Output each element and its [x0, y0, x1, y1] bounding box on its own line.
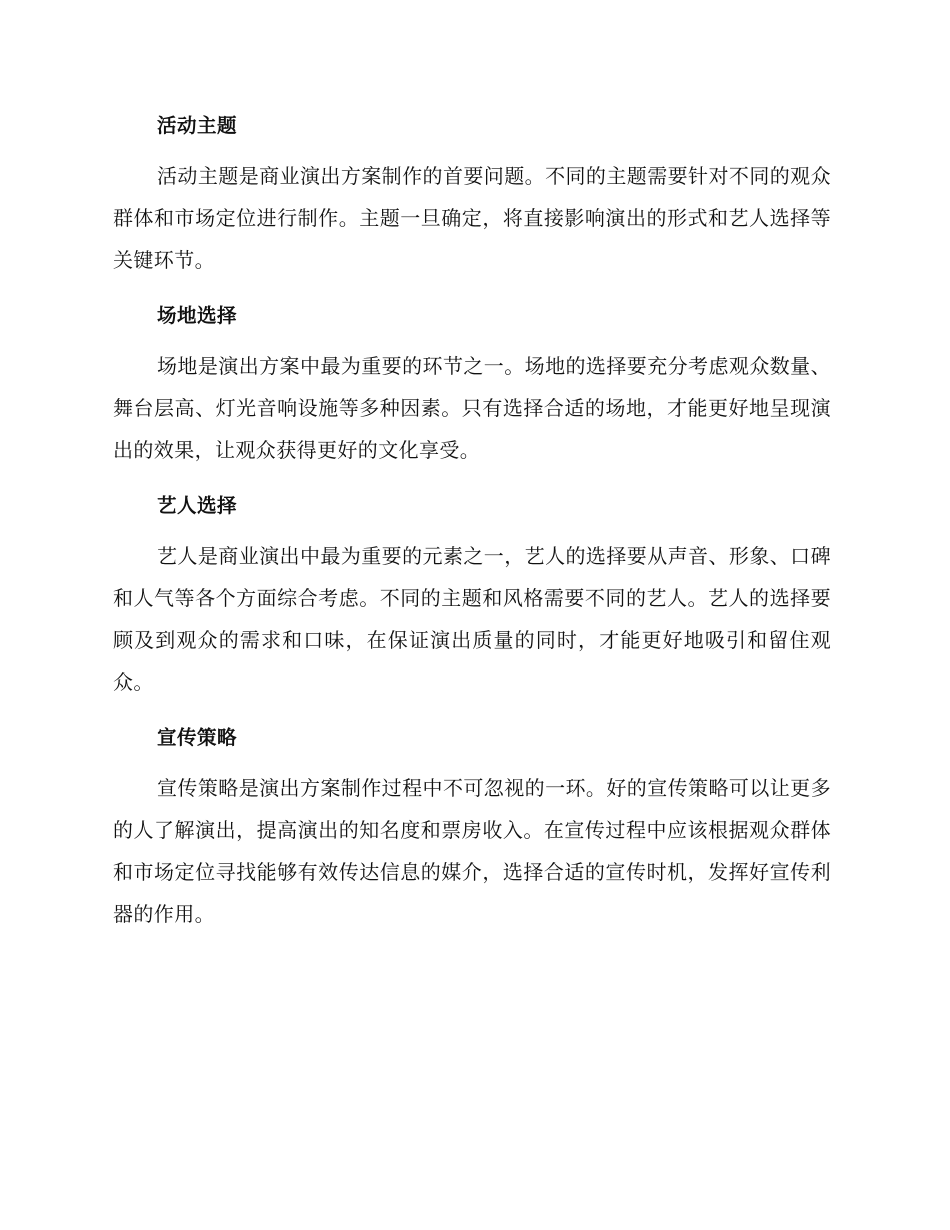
- section-promotion-strategy: [113, 717, 831, 935]
- section-activity-theme: [113, 105, 831, 281]
- section-paragraph: 活动主题是商业演出方案制作的首要问题。不同的主题需要针对不同的观众群体和市场定位进行制作。主题一旦确定，将直接影响演出的形式和艺人选择等关键环节。: [113, 164, 831, 272]
- section-heading: 艺人选择: [157, 494, 238, 517]
- section-paragraph: 场地是演出方案中最为重要的环节之一。场地的选择要充分考虑观众数量、舞台层高、灯光音响设施等多种因素。只有选择合适的场地，才能更好地呈现演出的效果，让观众获得更好的文化享受。: [113, 354, 831, 462]
- section-paragraph: 艺人是商业演出中最为重要的元素之一，艺人的选择要从声音、形象、口碑和人气等各个方面综合考虑。不同的主题和风格需要不同的艺人。艺人的选择要顾及到观众的需求和口味，在保证演出质量的同时，才能更好地吸引和留住观众。: [113, 544, 831, 694]
- section-heading: 场地选择: [157, 304, 238, 327]
- section-artist-selection: [113, 485, 831, 703]
- section-venue-selection: [113, 295, 831, 471]
- section-heading: 活动主题: [157, 114, 238, 137]
- section-heading: 宣传策略: [157, 726, 238, 749]
- section-paragraph: 宣传策略是演出方案制作过程中不可忽视的一环。好的宣传策略可以让更多的人了解演出，提高演出的知名度和票房收入。在宣传过程中应该根据观众群体和市场定位寻找能够有效传达信息的媒介，选择合适的宣传时机，发挥好宣传利器的作用。: [113, 776, 831, 926]
- document-body: [113, 105, 831, 949]
